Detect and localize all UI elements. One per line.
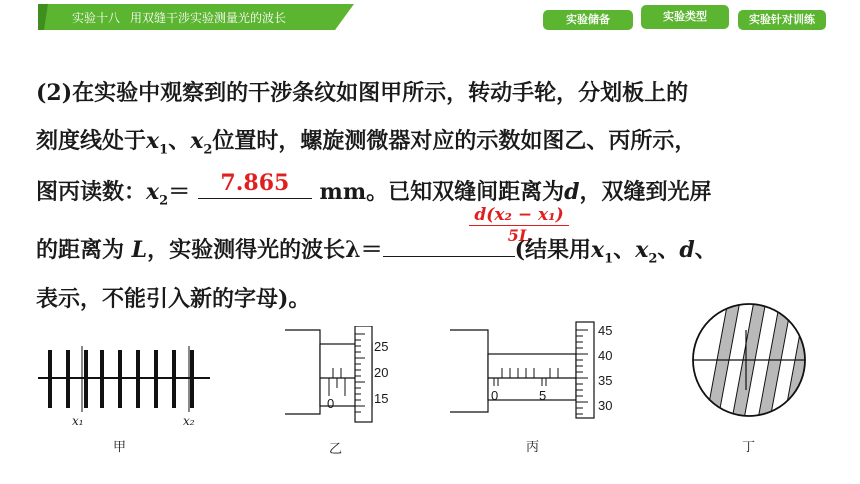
question-text: (2)在实验中观察到的干涉条纹如图甲所示，转动手轮，分划板上的 <box>36 80 689 106</box>
formula-numerator: d(x₂ − x₁) <box>474 205 564 225</box>
var-x: x <box>635 237 649 263</box>
subscript: 1 <box>159 142 169 158</box>
nav-experiment-prep[interactable]: 实验储备 <box>543 10 633 30</box>
question-line-3 <box>36 170 712 216</box>
question-line-2 <box>36 126 696 165</box>
separator: 、 <box>694 237 717 263</box>
var-x: x <box>146 179 160 205</box>
subscript: 1 <box>604 251 614 267</box>
formula-denominator: 5L <box>507 226 531 245</box>
question-line-1 <box>36 78 688 108</box>
question-line-4 <box>36 234 717 274</box>
tick-label: 0 <box>491 388 499 403</box>
answer-value: 7.865 <box>220 170 290 196</box>
tick-label: 45 <box>598 323 613 338</box>
var-L: L <box>131 237 148 263</box>
separator: 、 <box>168 128 191 154</box>
caption-jia: 甲 <box>113 439 127 454</box>
tick-label: 40 <box>598 348 613 363</box>
var-x: x <box>146 128 160 154</box>
subscript: 2 <box>648 251 658 267</box>
nav-experiment-types[interactable]: 实验类型 <box>641 5 729 29</box>
var-d: d <box>679 237 695 263</box>
question-text: 位置时，螺旋测微器对应的示数如图乙、丙所示， <box>212 128 697 154</box>
tick-label: 5 <box>539 388 547 403</box>
var-x: x <box>190 128 204 154</box>
question-text: ，实验测得光的波长 <box>147 237 346 263</box>
label-x1: x₁ <box>72 414 84 428</box>
tick-label: 30 <box>598 398 613 413</box>
lambda-symbol: λ＝ <box>345 237 383 263</box>
separator: 、 <box>613 237 636 263</box>
caption-bing: 丙 <box>526 439 540 454</box>
question-text: ，双缝到光屏 <box>579 179 712 205</box>
figure-bing-micrometer <box>450 320 600 424</box>
caption-ding: 丁 <box>742 439 756 454</box>
tick-label: 15 <box>374 391 389 406</box>
subscript: 2 <box>159 193 169 209</box>
label-x2: x₂ <box>183 414 195 428</box>
question-text: 图丙读数： <box>36 179 147 205</box>
tick-label: 25 <box>374 339 389 354</box>
var-d: d <box>564 179 580 205</box>
figure-ding-field-of-view <box>690 300 810 428</box>
subscript: 2 <box>203 142 213 158</box>
caption-yi: 乙 <box>329 441 343 456</box>
page-title: 实验十八 用双缝干涉实验测量光的波长 <box>72 11 287 25</box>
question-text: 的距离为 <box>36 237 132 263</box>
question-line-5 <box>36 284 310 314</box>
answer-blank <box>198 170 312 199</box>
nav-practice[interactable]: 实验针对训练 <box>738 10 826 30</box>
header-bar <box>0 0 860 34</box>
tick-label: 0 <box>327 396 335 411</box>
var-x: x <box>591 237 605 263</box>
question-text: 表示，不能引入新的字母)。 <box>36 286 311 312</box>
equals-sign: ＝ <box>168 179 191 205</box>
formula-blank <box>383 234 515 257</box>
separator: 、 <box>657 237 680 263</box>
tick-label: 20 <box>374 365 389 380</box>
question-text: 刻度线处于 <box>36 128 147 154</box>
question-text: (结果用 <box>514 237 592 263</box>
tick-label: 35 <box>598 373 613 388</box>
question-text: mm。已知双缝间距离为 <box>311 179 565 205</box>
